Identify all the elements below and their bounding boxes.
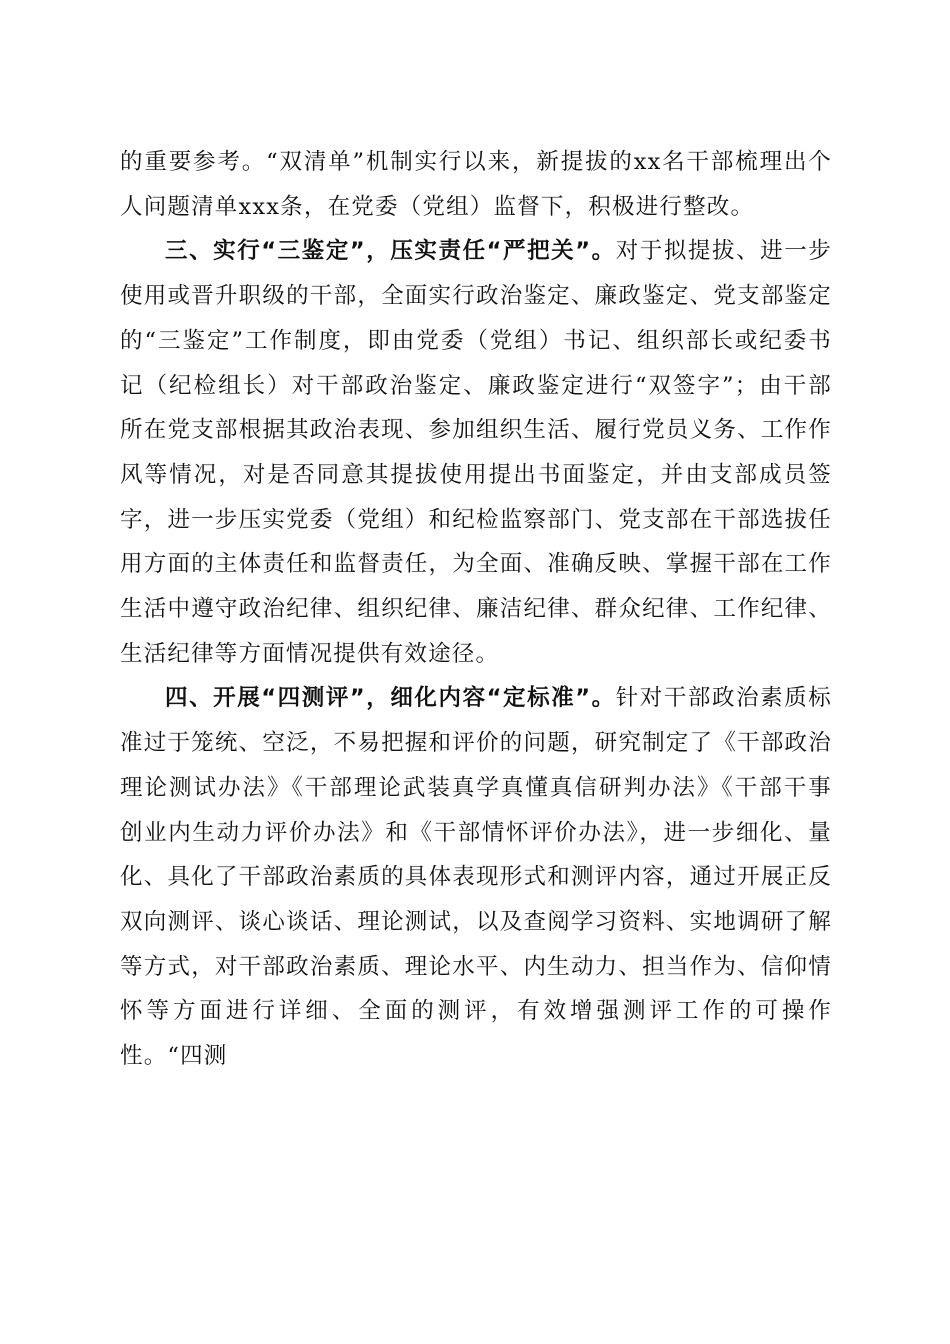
document-body [120,140,832,1079]
section-3-heading: 三、实行“三鉴定”，压实责任“严把关”。 [165,238,616,265]
section-4-heading: 四、开展“四测评”，细化内容“定标准”。 [165,685,616,712]
paragraph-1-text: 的重要参考。“双清单”机制实行以来，新提拔的xx名干部梳理出个人问题清单xxx条，在党委（党组）监督下，积极进行整改。 [120,149,832,220]
paragraph-3-text: 针对干部政治素质标准过于笼统、空泛，不易把握和评价的问题，研究制定了《干部政治理论测试办法》《干部理论武装真学真懂真信研判办法》《干部干事创业内生动力评价办法》和《干部情怀评价办法》，进一步细化、量化、具化了干部政治素质的具体表现形式和测评内容，通过开展正反双向测评、谈心谈话、理论测试，以及查阅学习资料、实地调研了解等方式，对干部政治素质、理论水平、内生动力、担当作为、信仰情怀等方面进行详细、全面的测评，有效增强测评工作的可操作性。“四测 [120,685,832,1070]
paragraph-2 [120,229,832,676]
paragraph-2-text: 对于拟提拔、进一步使用或晋升职级的干部，全面实行政治鉴定、廉政鉴定、党支部鉴定的“三鉴定”工作制度，即由党委（党组）书记、组织部长或纪委书记（纪检组长）对干部政治鉴定、廉政鉴定进行“双签字”；由干部所在党支部根据其政治表现、参加组织生活、履行党员义务、工作作风等情况，对是否同意其提拔使用提出书面鉴定，并由支部成员签字，进一步压实党委（党组）和纪检监察部门、党支部在干部选拔任用方面的主体责任和监督责任，为全面、准确反映、掌握干部在工作生活中遵守政治纪律、组织纪律、廉洁纪律、群众纪律、工作纪律、生活纪律等方面情况提供有效途径。 [120,238,832,667]
paragraph-3 [120,676,832,1078]
paragraph-1 [120,140,832,229]
